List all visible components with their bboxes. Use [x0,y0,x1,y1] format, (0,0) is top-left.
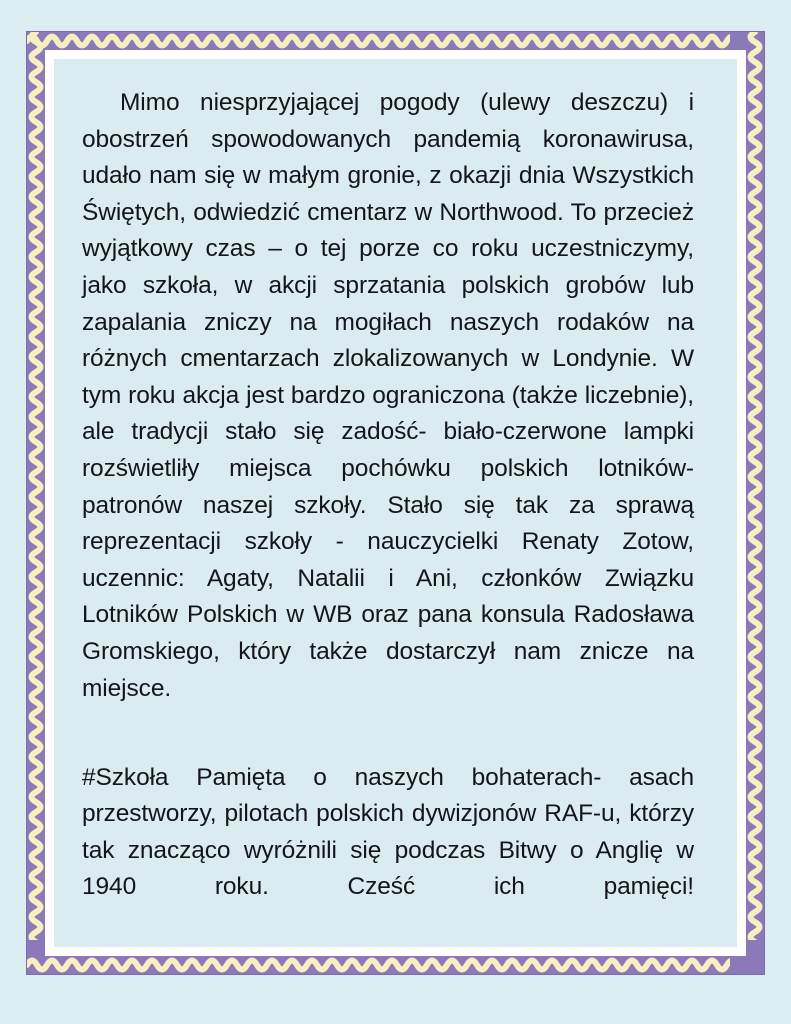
paragraph-2: #Szkoła Pamięta o naszych bohaterach- asach przestworzy, pilotach polskich dywizjonów RAF-u, którzy tak znacząco wyróżnili się podczas Bitwy o Anglię w 1940 roku. Cześć ich pamięci! [82,763,694,901]
decorative-frame-outer-mat [26,31,765,975]
wave-ribbon-right-icon [746,32,764,974]
decorative-frame-purple-band [26,31,765,975]
wave-ribbon-bottom-icon [27,956,764,974]
document-content-surface [54,59,737,947]
decorative-frame-inner-mat [45,50,746,956]
wave-ribbon-left-icon [27,32,45,974]
wave-ribbon-top-icon [27,32,764,50]
document-body [82,85,694,943]
paragraph-1: Mimo niesprzyjającej pogody (ulewy deszczu) i obostrzeń spowodowanych pandemią koronawirusa, udało nam się w małym gronie, z okazji dnia Wszystkich Świętych, odwiedzić cmentarz w Northwood. To przecież wyjątkowy czas – o tej porze co roku uczestniczymy, jako szkoła, w akcji sprzatania polskich grobów lub zapalania zniczy na mogiłach naszych rodaków na różnych cmentarzach zlokalizowanych w Londynie. W tym roku akcja jest bardzo ograniczona (także liczebnie), ale tradycji stało się zadość- biało-czerwone lampki rozświetliły miejsca pochówku polskich lotników-patronów naszej szkoły. Stało się tak za sprawą reprezentacji szkoły - nauczycielki Renaty Zotow, uczennic: Agaty, Natalii i Ani, członków Związku Lotników Polskich w WB oraz pana konsula Radosława Gromskiego, który także dostarczył nam znicze na miejsce. [82,89,694,702]
